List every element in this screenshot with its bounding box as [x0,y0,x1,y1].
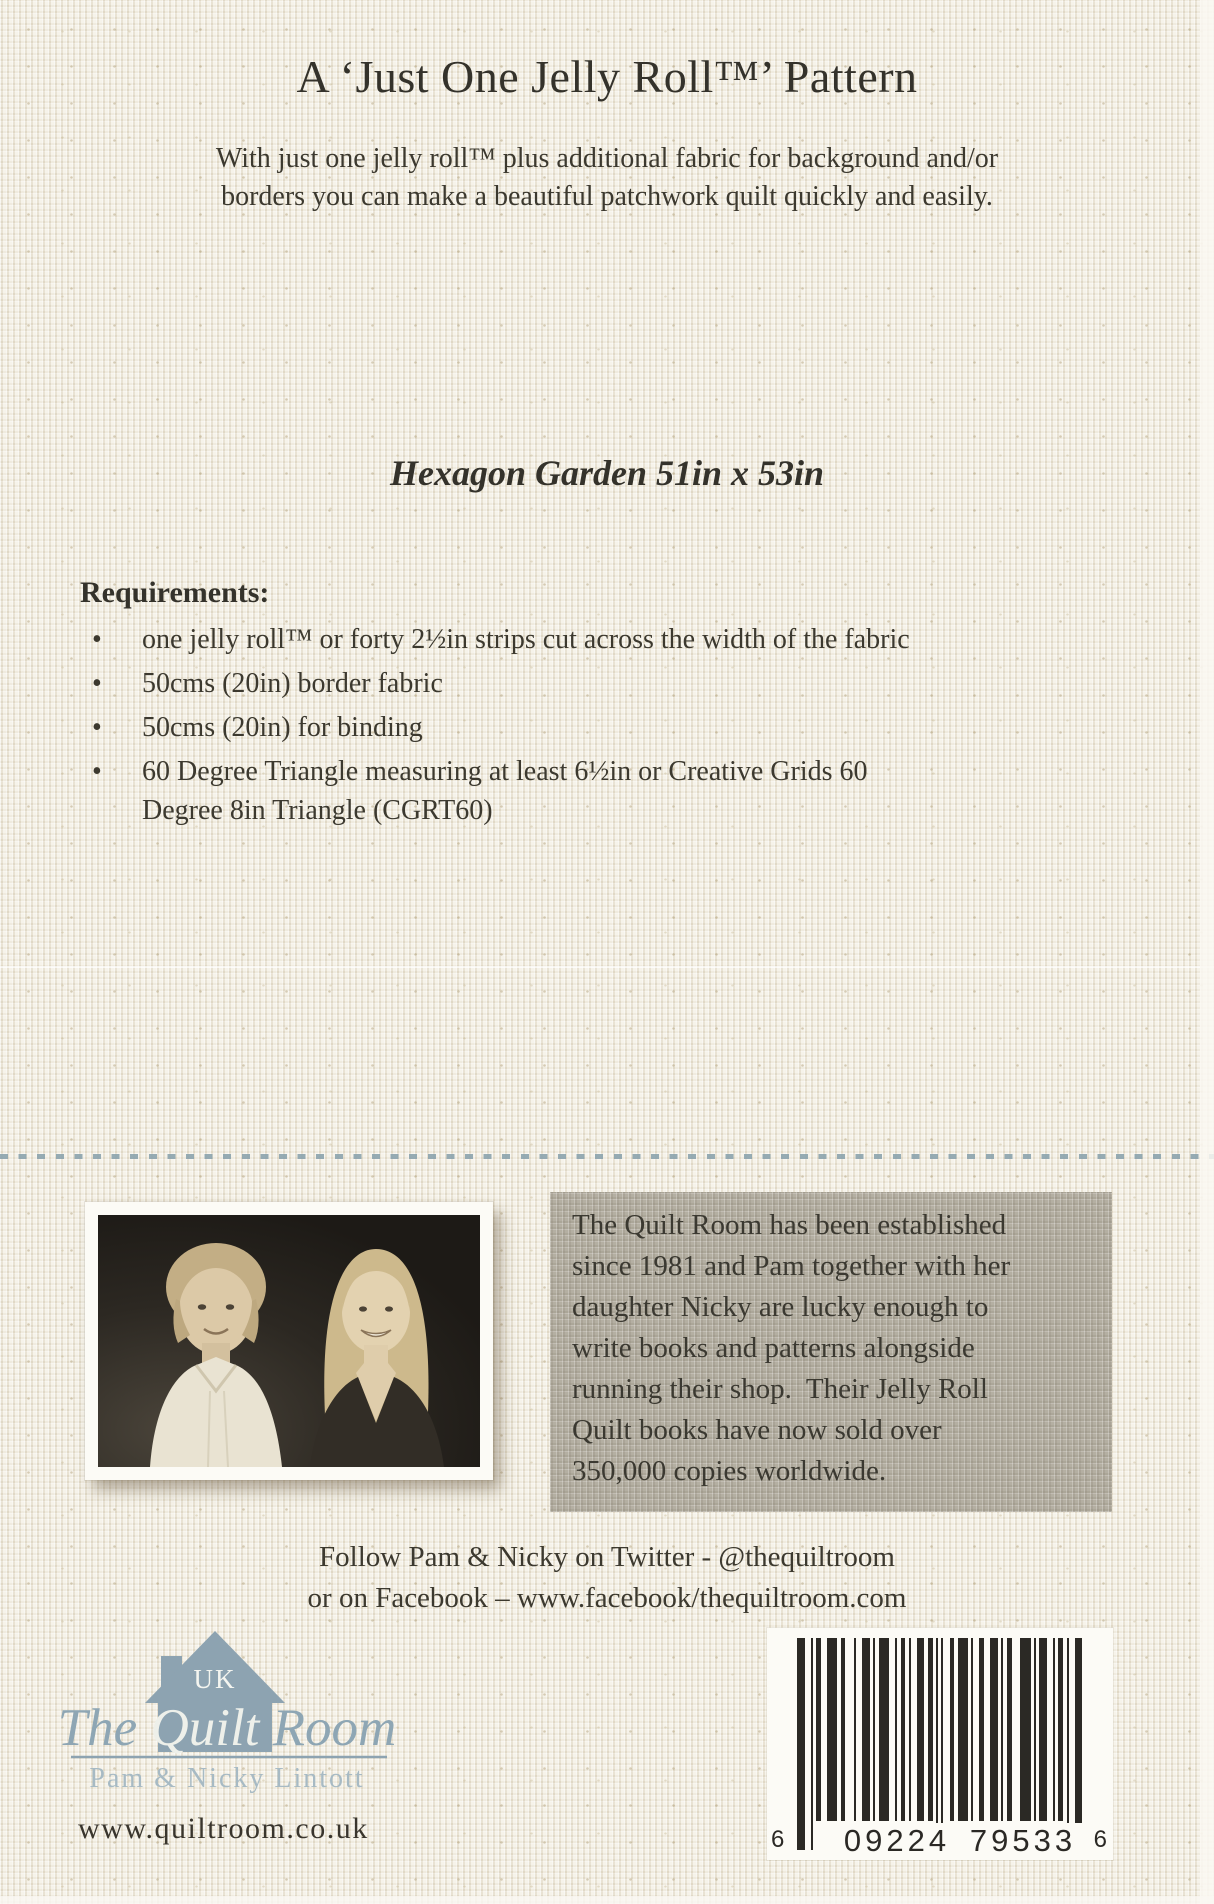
barcode-bar [1067,1638,1069,1850]
about-line: Quilt books have now sold over [572,1414,942,1446]
requirement-item: • one jelly roll™ or forty 2½in strips cut across the width of the fabric [80,620,1090,659]
logo-name: The Quilt Room [57,1699,397,1757]
intro-line: With just one jelly roll™ plus additional fabric for background and/or [215,143,999,174]
barcode-bar [895,1638,897,1821]
intro-paragraph [0,140,1214,216]
barcode-bar [928,1638,933,1821]
logo-uk-label: UK [193,1664,237,1694]
barcode-bar [873,1638,875,1821]
barcode-bar [854,1638,856,1821]
twitter-line: Follow Pam & Nicky on Twitter - @thequiltroom [319,1541,895,1573]
fabric-crease-line [0,966,1214,968]
page-title: A ‘Just One Jelly Roll™’ Pattern [296,51,918,102]
barcode-bar [901,1638,906,1821]
requirement-item: • 60 Degree Triangle measuring at least 6½in or Creative Grids 60 Degree 8in Triangle (CGRT60) [80,752,1090,830]
barcode-bar [1039,1638,1047,1821]
stitched-divider-line [0,1154,1214,1159]
barcode-digit-group-1: 09224 [837,1823,957,1859]
portrait-photo [85,1202,493,1480]
about-line: write books and patterns alongside [572,1332,975,1364]
barcode-bar [862,1638,870,1821]
logo-graphic [55,1628,400,1798]
logo-tagline: Pam & Nicky Lintott [89,1763,365,1794]
barcode-digit-right: 6 [1093,1826,1107,1853]
pam-nicky-portrait-image [98,1215,480,1467]
requirement-item: • 50cms (20in) for binding [80,708,1090,747]
website-url: www.quiltroom.co.uk [78,1812,369,1845]
barcode-bar [971,1638,973,1821]
barcode-bar [816,1638,821,1821]
barcode-bar [958,1638,968,1821]
requirements-heading: Requirements: [80,576,270,609]
barcode-bar [990,1638,998,1821]
barcode-bars [797,1638,1083,1850]
barcode-bar [909,1638,911,1821]
barcode-digit-group-2: 79533 [963,1823,1083,1859]
about-line: 350,000 copies worldwide. [572,1455,887,1487]
about-line: since 1981 and Pam together with her [572,1250,1011,1282]
barcode-digit-left: 6 [771,1826,785,1853]
barcode [767,1628,1113,1860]
barcode-bar [1007,1638,1012,1821]
scan-edge-right [1200,0,1214,1904]
barcode-bar [950,1638,955,1821]
barcode-bar [917,1638,925,1821]
requirements-list [80,620,1090,835]
barcode-bar [1058,1638,1063,1821]
about-box [550,1192,1112,1512]
pattern-name-and-size: Hexagon Garden 51in x 53in [389,453,825,493]
about-line: running their shop. Their Jelly Roll [572,1373,988,1405]
about-line: daughter Nicky are lucky enough to [572,1291,989,1323]
barcode-bar [841,1638,846,1821]
barcode-bar [941,1638,943,1850]
facebook-line: or on Facebook – www.facebook/thequiltroom.com [307,1582,907,1614]
barcode-bar [1053,1638,1055,1821]
barcode-bar [1075,1638,1083,1850]
barcode-bar [827,1638,837,1821]
barcode-bar [1001,1638,1003,1821]
quilt-room-logo [55,1628,400,1798]
requirement-item: • 50cms (20in) border fabric [80,664,1090,703]
barcode-bar [1034,1638,1036,1821]
scan-edge-bottom [0,1896,1214,1904]
barcode-bar [879,1638,889,1821]
intro-line: borders you can make a beautiful patchwork quilt quickly and easily. [221,181,993,212]
about-line: The Quilt Room has been established [572,1209,1007,1241]
barcode-bar [797,1638,805,1850]
barcode-bar [936,1638,938,1850]
barcode-bar [1020,1638,1030,1821]
barcode-bar [979,1638,984,1821]
barcode-bar [811,1638,813,1850]
